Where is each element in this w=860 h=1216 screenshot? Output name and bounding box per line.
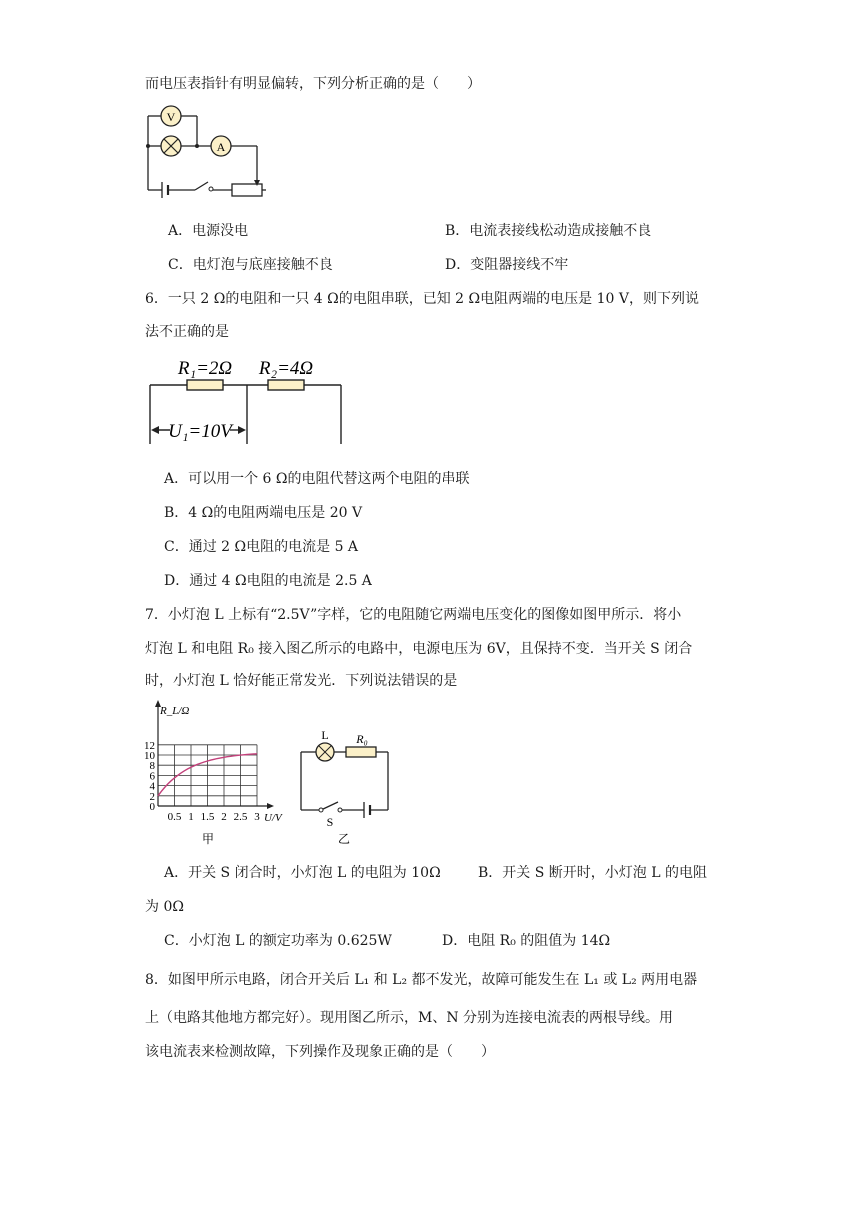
ammeter-label: A (216, 140, 226, 154)
q6-series-resistor-diagram (145, 352, 350, 447)
circuit-caption: 乙 (337, 832, 351, 846)
r1-label: R₁=2Ω (177, 358, 233, 379)
x-tick-label: 2 (221, 811, 227, 823)
q5-option-a[interactable]: A．电源没电 (168, 223, 249, 239)
q7-option-a[interactable]: A．开关 S 闭合时，小灯泡 L 的电阻为 10Ω (164, 865, 441, 881)
y-tick-label: 2 (149, 790, 155, 803)
q6-option-a[interactable]: A．可以用一个 6 Ω的电阻代替这两个电阻的串联 (164, 471, 470, 487)
q8-stem-line2: 上（电路其他地方都完好）。现用图乙所示，M、N 分别为连接电流表的两根导线。用 (145, 1010, 674, 1026)
graph-x-label: U/V (264, 812, 282, 824)
q6-stem-line1: 6．一只 2 Ω的电阻和一只 4 Ω的电阻串联，已知 2 Ω电阻两端的电压是 10 V，则下列说 (145, 291, 699, 307)
y-tick-label: 0 (149, 801, 155, 813)
graph-y-label: R_L/Ω (160, 705, 190, 717)
graph-caption: 甲 (201, 832, 215, 846)
q6-option-c[interactable]: C．通过 2 Ω电阻的电流是 5 A (164, 539, 359, 555)
x-tick-label: 1 (188, 811, 194, 823)
q7-circuit-diagram (296, 730, 396, 850)
u1-label: U₁=10V (168, 421, 232, 442)
x-tick-label: 3 (254, 811, 260, 823)
q5-option-d[interactable]: D．变阻器接线不牢 (445, 257, 569, 273)
q5-option-c[interactable]: C．电灯泡与底座接触不良 (168, 257, 333, 273)
q7-option-b-wrap: 为 0Ω (145, 899, 184, 915)
q6-option-b[interactable]: B．4 Ω的电阻两端电压是 20 V (164, 505, 363, 521)
q6-option-d[interactable]: D．通过 4 Ω电阻的电流是 2.5 A (164, 573, 372, 589)
q7-option-d[interactable]: D．电阻 R₀ 的阻值为 14Ω (442, 933, 611, 949)
q7-stem-line3: 时，小灯泡 L 恰好能正常发光．下列说法错误的是 (145, 673, 458, 689)
q7-option-b[interactable]: B．开关 S 断开时，小灯泡 L 的电阻 (478, 865, 707, 881)
y-tick-label: 6 (149, 770, 155, 783)
y-tick-label: 8 (149, 760, 155, 773)
switch-label: S (326, 815, 334, 829)
q7-option-c[interactable]: C．小灯泡 L 的额定功率为 0.625W (164, 933, 392, 949)
q5-option-b[interactable]: B．电流表接线松动造成接触不良 (445, 223, 652, 239)
q5-circuit-diagram (140, 100, 270, 205)
r2-label: R₂=4Ω (258, 358, 314, 379)
y-tick-label: 4 (149, 780, 155, 793)
q8-stem-line3: 该电流表来检测故障，下列操作及现象正确的是（ ） (145, 1044, 495, 1060)
x-tick-label: 2.5 (233, 811, 248, 823)
q5-stem-tail: 而电压表指针有明显偏转，下列分析正确的是（ ） (145, 76, 481, 92)
q7-stem-line1: 7．小灯泡 L 上标有“2.5V”字样，它的电阻随它两端电压变化的图像如图甲所示．将小 (145, 607, 682, 623)
x-tick-label: 1.5 (200, 811, 215, 823)
q7-stem-line2: 灯泡 L 和电阻 R₀ 接入图乙所示的电路中，电源电压为 6V，且保持不变．当开关 S 闭合 (145, 641, 693, 657)
x-tick-label: 0.5 (167, 811, 182, 823)
q7-resistance-voltage-graph (140, 700, 290, 850)
lamp-label: L (321, 730, 329, 742)
resistor-r0-label: R₀ (356, 732, 368, 746)
y-tick-label: 10 (144, 750, 155, 762)
q8-stem-line1: 8．如图甲所示电路，闭合开关后 L₁ 和 L₂ 都不发光，故障可能发生在 L₁ 或 L₂ 两用电器 (145, 972, 698, 988)
voltmeter-label: V (166, 110, 176, 124)
q6-stem-line2: 法不正确的是 (145, 324, 229, 340)
y-tick-label: 12 (144, 739, 155, 752)
